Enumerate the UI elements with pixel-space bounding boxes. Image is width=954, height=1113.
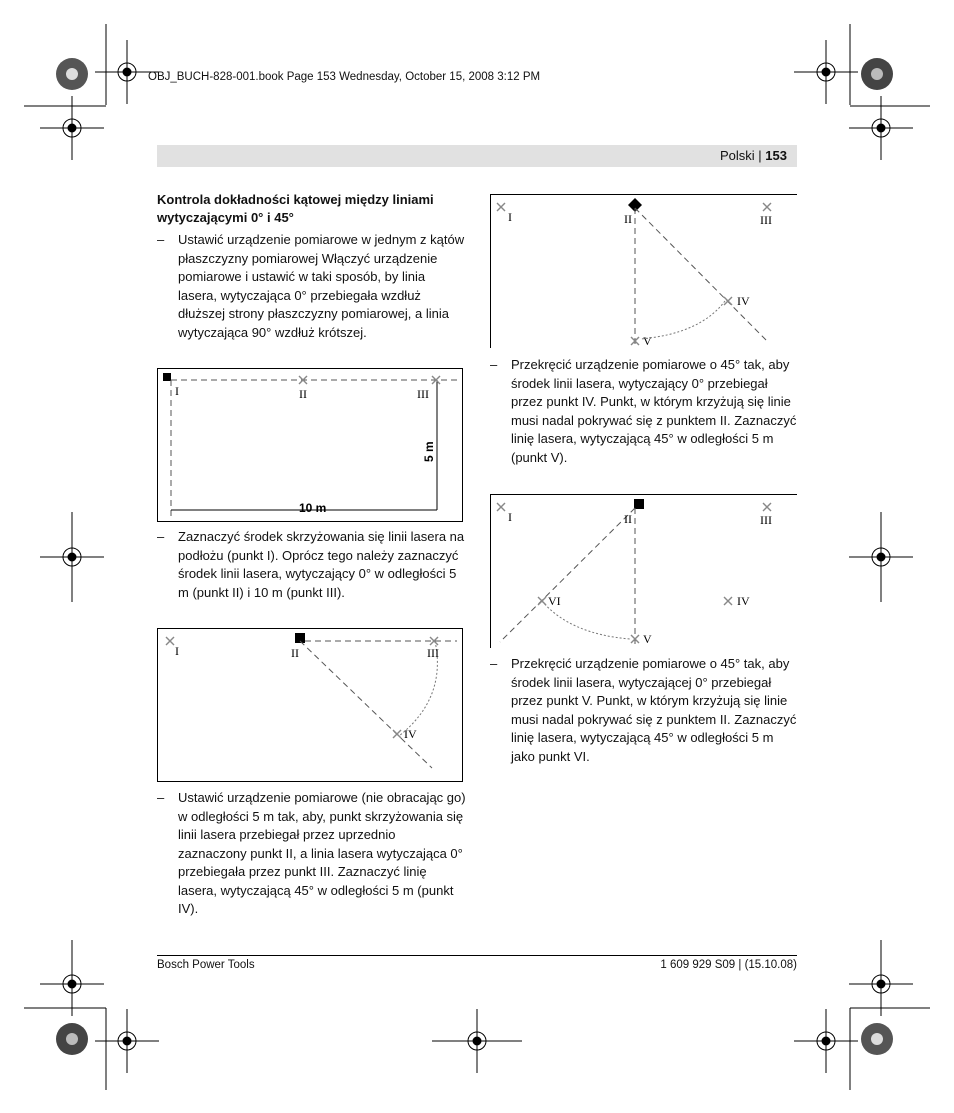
label-II: II: [624, 212, 632, 226]
label-I: I: [175, 384, 179, 398]
label-I: I: [508, 210, 512, 224]
label-IV: IV: [404, 727, 417, 741]
label-IV: IV: [737, 294, 750, 308]
bullet-dash: –: [157, 529, 165, 544]
section-heading: Kontrola dokładności kątowej między liniami wytyczającymi 0° i 45°: [157, 192, 434, 225]
step-text: Przekręcić urządzenie pomiarowe o 45° tak, aby środek linii lasera, wytyczający 0° przebiegał przez punkt IV. Punkt, w którym krzyżują się linie musi nadal pokrywać się z punktem II. Zaznaczyć linię lasera, wytyczającą 45° w odległości 5 m (punkt V).: [511, 357, 797, 465]
device-square-icon: [163, 373, 171, 381]
header-language: Polski: [719, 148, 755, 163]
step-text: Zaznaczyć środek skrzyżowania się linii lasera na podłożu (punkt I). Oprócz tego należy zaznaczyć środek linii lasera, wytyczający 0° w odległości 5 m (punkt II) i 10 m (punkt III).: [178, 529, 465, 600]
label-II: II: [299, 387, 307, 401]
dim-height: 5 m: [422, 441, 436, 462]
figure-2-45-degree: [157, 628, 463, 782]
step-text: Przekręcić urządzenie pomiarowe o 45° tak, aby środek linii lasera, wytyczającej 0° przebiegał przez punkt V. Punkt, w którym krzyżują się linie musi nadal pokrywać się z punktem II. Zaznaczyć linię lasera, wytyczającą 45° w odległości 5 m jako punkt VI.: [511, 656, 797, 764]
footer-publisher: Bosch Power Tools: [157, 959, 255, 971]
step-5: [490, 655, 797, 766]
label-II: II: [624, 512, 632, 526]
label-IV: IV: [737, 594, 750, 608]
figure-4-rotated-90: [490, 494, 797, 648]
book-info-line: OBJ_BUCH-828-001.book Page 153 Wednesday, October 15, 2008 3:12 PM: [148, 71, 541, 83]
device-square-icon: [634, 499, 644, 509]
figure-1-rectangle-layout: [157, 368, 463, 522]
step-3: [157, 789, 467, 919]
bullet-dash: –: [157, 790, 165, 805]
footer-doc-number: 1 609 929 S09 | (15.10.08): [660, 959, 797, 971]
label-III: III: [760, 513, 772, 527]
step-1: [157, 231, 467, 342]
step-2: [157, 528, 467, 602]
figure-3-rotated-45: [490, 194, 797, 348]
page-number: 153: [765, 148, 787, 163]
label-II: II: [291, 646, 299, 660]
label-V: V: [643, 632, 652, 646]
label-V: V: [643, 334, 652, 348]
label-III: III: [427, 646, 439, 660]
page-header: [157, 145, 797, 167]
header-separator: |: [758, 148, 762, 163]
bullet-dash: –: [490, 357, 498, 372]
footer-rule: [157, 955, 797, 956]
bullet-dash: –: [157, 232, 165, 247]
dim-width: 10 m: [299, 501, 327, 515]
step-text: Ustawić urządzenie pomiarowe w jednym z kątów płaszczyzny pomiarowej Włączyć urządzenie pomiarowe i ustawić w taki sposób, by linia lasera, wytyczająca 0° przebiegała wzdłuż dłuższej strony płaszczyzny pomiarowej, a linia wytyczająca 90° wzdłuż krótszej.: [178, 232, 465, 340]
step-4: [490, 356, 797, 467]
header-text: [720, 148, 787, 163]
bullet-dash: –: [490, 656, 498, 671]
label-III: III: [417, 387, 429, 401]
label-I: I: [175, 644, 179, 658]
label-I: I: [508, 510, 512, 524]
step-text: Ustawić urządzenie pomiarowe (nie obracając go) w odległości 5 m tak, aby, punkt skrzyżowania się linii lasera przebiegał przez uprzednio zaznaczony punkt II, a linia lasera wytyczająca 0° przebiegała przez punkt III. Zaznaczyć linię lasera, wytyczającą 45° w odległości 5 m (punkt IV).: [178, 790, 466, 916]
label-VI: VI: [548, 594, 561, 608]
label-III: III: [760, 213, 772, 227]
